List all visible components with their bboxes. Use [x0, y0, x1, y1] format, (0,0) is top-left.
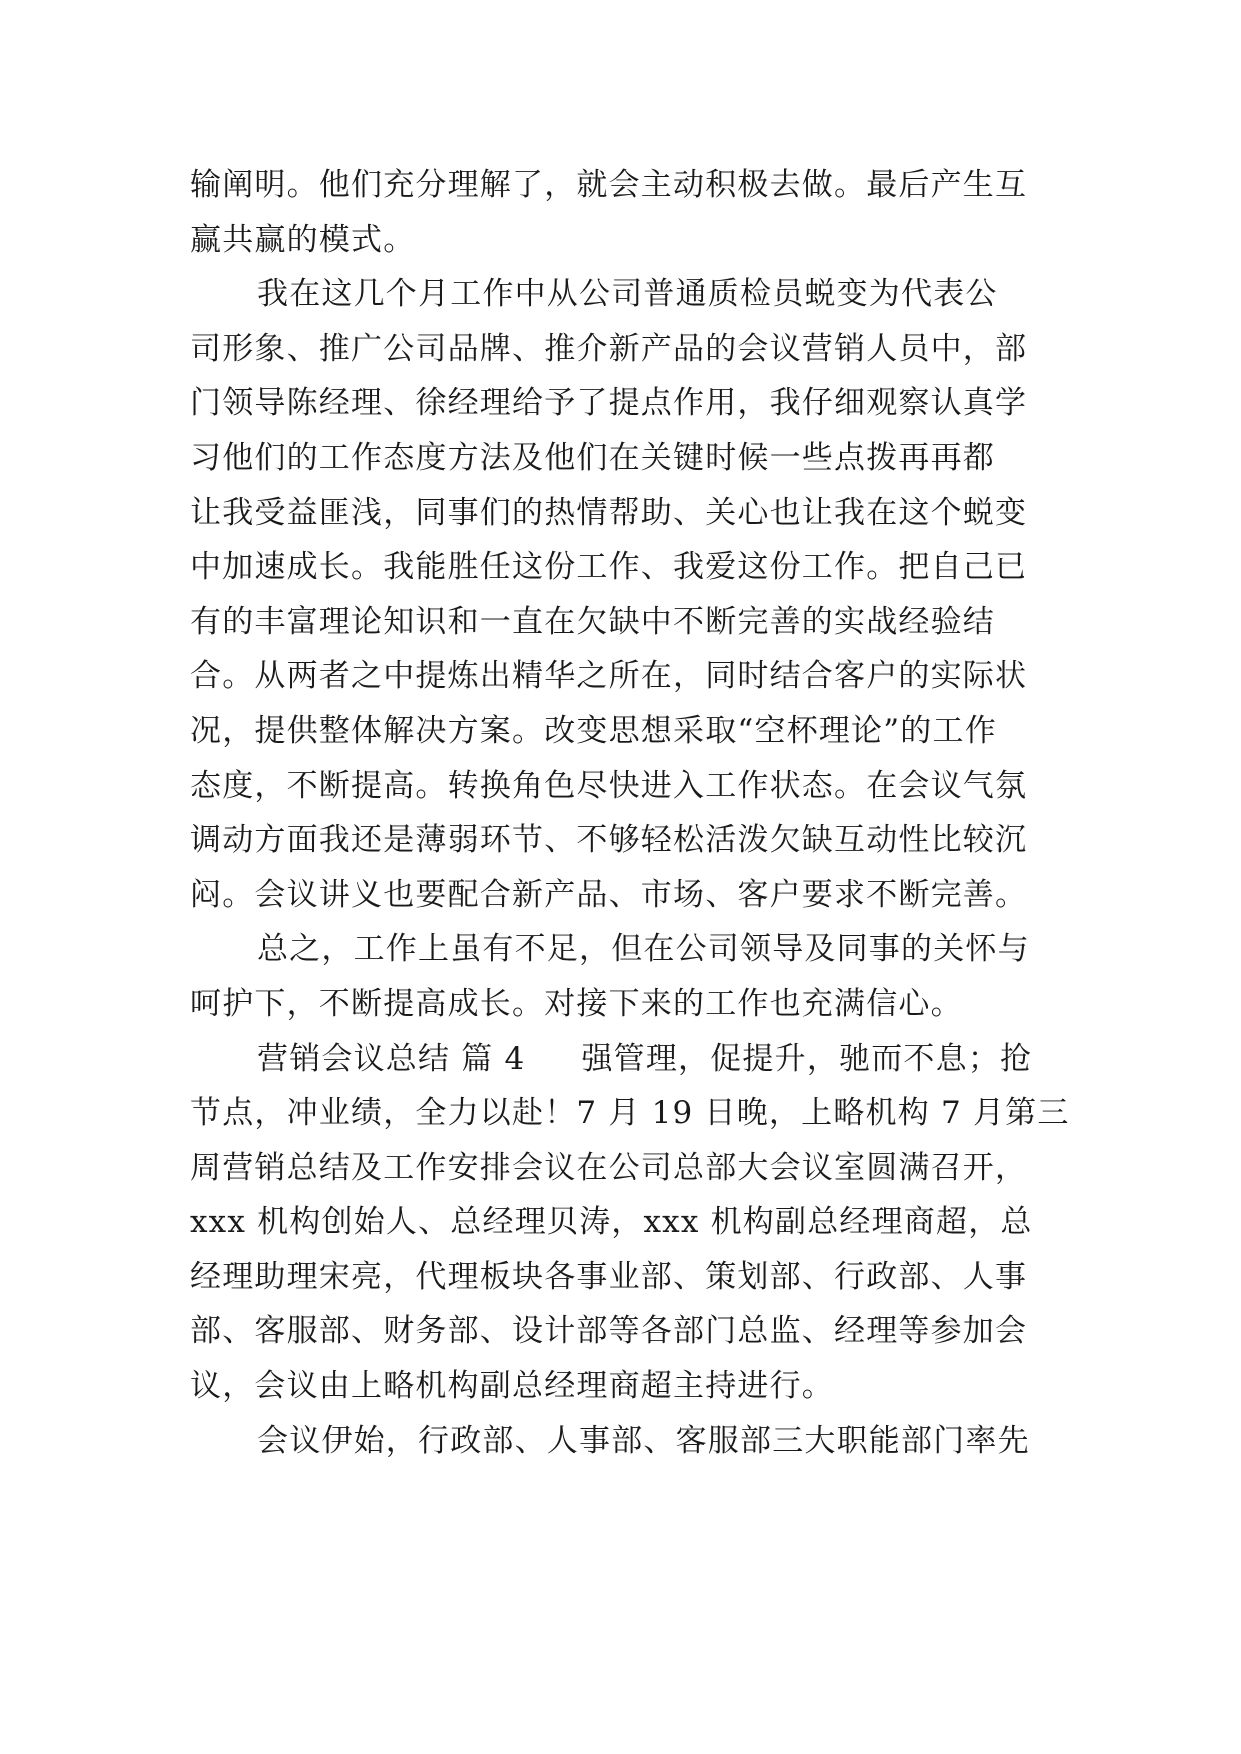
section-heading: 营销会议总结 篇 4 — [257, 1040, 526, 1077]
document-body — [190, 158, 1090, 1468]
text-line: 中加速成长。我能胜任这份工作、我爱这份工作。把自己已 — [190, 549, 1028, 586]
text-line: 周营销总结及工作安排会议在公司总部大会议室圆满召开， — [190, 1149, 1028, 1186]
text-line: 议，会议由上略机构副总经理商超主持进行。 — [190, 1368, 834, 1405]
section-heading-line — [190, 1032, 1090, 1087]
section-lead-text: 强管理，促提升，驰而不息；抢 — [581, 1040, 1033, 1077]
paragraph-start-line: 会议伊始，行政部、人事部、客服部三大职能部门率先 — [257, 1422, 1030, 1459]
paragraph-start-line: 我在这几个月工作中从公司普通质检员蜕变为代表公 — [257, 276, 998, 313]
text-line: 况，提供整体解决方案。改变思想采取“空杯理论”的工作 — [190, 712, 997, 749]
text-line: 让我受益匪浅，同事们的热情帮助、关心也让我在这个蜕变 — [190, 494, 1028, 531]
text-line: 赢共赢的模式。 — [190, 221, 416, 258]
paragraph-start-line: 总之，工作上虽有不足，但在公司领导及同事的关怀与 — [257, 931, 1030, 968]
text-line: 调动方面我还是薄弱环节、不够轻松活泼欠缺互动性比较沉 — [190, 822, 1028, 859]
text-line: 合。从两者之中提炼出精华之所在，同时结合客户的实际状 — [190, 658, 1028, 695]
text-line: 部、客服部、财务部、设计部等各部门总监、经理等参加会 — [190, 1313, 1028, 1350]
text-line: 输阐明。他们充分理解了，就会主动积极去做。最后产生互 — [190, 167, 1028, 203]
text-line: 有的丰富理论知识和一直在欠缺中不断完善的实战经验结 — [190, 603, 995, 640]
text-line: 呵护下，不断提高成长。对接下来的工作也充满信心。 — [190, 985, 963, 1022]
text-line: xxx 机构创始人、总经理贝涛，xxx 机构副总经理商超，总 — [190, 1204, 1033, 1241]
text-line: 习他们的工作态度方法及他们在关键时候一些点拨再再都 — [190, 439, 995, 476]
text-line: 闷。会议讲义也要配合新产品、市场、客户要求不断完善。 — [190, 876, 1028, 913]
text-line: 态度，不断提高。转换角色尽快进入工作状态。在会议气氛 — [190, 767, 1028, 804]
text-line: 司形象、推广公司品牌、推介新产品的会议营销人员中，部 — [190, 330, 1028, 367]
text-line: 门领导陈经理、徐经理给予了提点作用，我仔细观察认真学 — [190, 385, 1028, 422]
text-line: 节点，冲业绩，全力以赴！7 月 19 日晚，上略机构 7 月第三 — [190, 1095, 1070, 1132]
text-line: 经理助理宋亮，代理板块各事业部、策划部、行政部、人事 — [190, 1258, 1028, 1295]
